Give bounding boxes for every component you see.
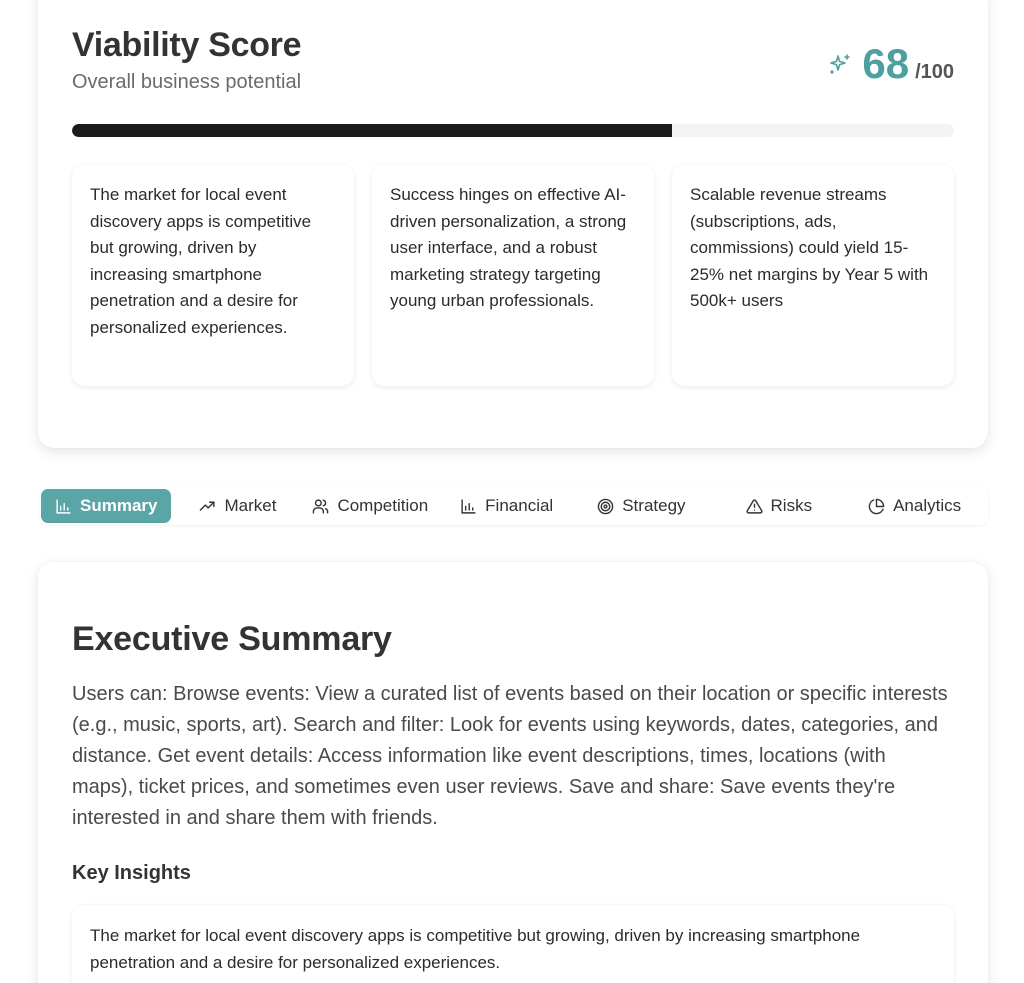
key-insight-card: The market for local event discovery apps is competitive but growing, driven by increasing smartphone penetration and a desire for personalized experiences.	[72, 905, 954, 983]
tab-label: Risks	[770, 496, 813, 515]
trending-up-icon	[199, 498, 216, 515]
tab-market[interactable]	[185, 489, 290, 523]
key-insights-heading: Key Insights	[72, 862, 191, 884]
pie-chart-icon	[868, 498, 885, 515]
viability-score-card	[38, 0, 988, 448]
executive-summary-body: Users can: Browse events: View a curated list of events based on their location or specific interests (e.g., music, sports, art). Search and filter: Look for events using keywords, dates, categories, and distance. Get event details: Access information like event descriptions, times, locations (with maps), ticket prices, and sometimes even user reviews. Save and share: Save events they're interested in and share them with friends.	[72, 683, 948, 829]
tab-label: Strategy	[622, 496, 686, 515]
tab-label: Competition	[337, 496, 429, 515]
warning-triangle-icon	[746, 498, 763, 515]
insight-cards	[72, 164, 954, 386]
insight-card-revenue: Scalable revenue streams (subscriptions, ads, commissions) could yield 15-25% net margins by Year 5 with 500k+ users	[672, 164, 954, 386]
tab-financial[interactable]	[446, 489, 567, 523]
viability-title: Viability Score	[72, 26, 302, 64]
bar-chart-icon	[460, 498, 477, 515]
insight-card-market: The market for local event discovery apps is competitive but growing, driven by increasing smartphone penetration and a desire for personalized experiences.	[72, 164, 354, 386]
section-tabs	[40, 487, 988, 525]
users-icon	[312, 498, 329, 515]
viability-progress-fill	[72, 124, 672, 137]
score-display	[828, 40, 954, 88]
score-value: 68	[862, 40, 910, 87]
executive-summary-title: Executive Summary	[72, 620, 392, 658]
tab-label: Analytics	[893, 496, 962, 515]
tab-competition[interactable]	[298, 489, 442, 523]
executive-summary-card	[38, 562, 988, 983]
tab-analytics[interactable]	[854, 489, 975, 523]
tab-label: Financial	[485, 496, 554, 515]
tab-strategy[interactable]	[583, 489, 699, 523]
tab-risks[interactable]	[732, 489, 827, 523]
tab-summary[interactable]	[41, 489, 171, 523]
viability-subtitle: Overall business potential	[72, 71, 302, 93]
score-max: /100	[915, 61, 954, 83]
tab-label: Summary	[80, 496, 158, 515]
sparkle-icon	[828, 52, 852, 76]
insight-card-success: Success hinges on effective AI-driven personalization, a strong user interface, and a robust marketing strategy targeting young urban professionals.	[372, 164, 654, 386]
bar-chart-icon	[55, 498, 72, 515]
target-icon	[597, 498, 614, 515]
tab-label: Market	[224, 496, 277, 515]
viability-progress-bar	[72, 124, 954, 137]
